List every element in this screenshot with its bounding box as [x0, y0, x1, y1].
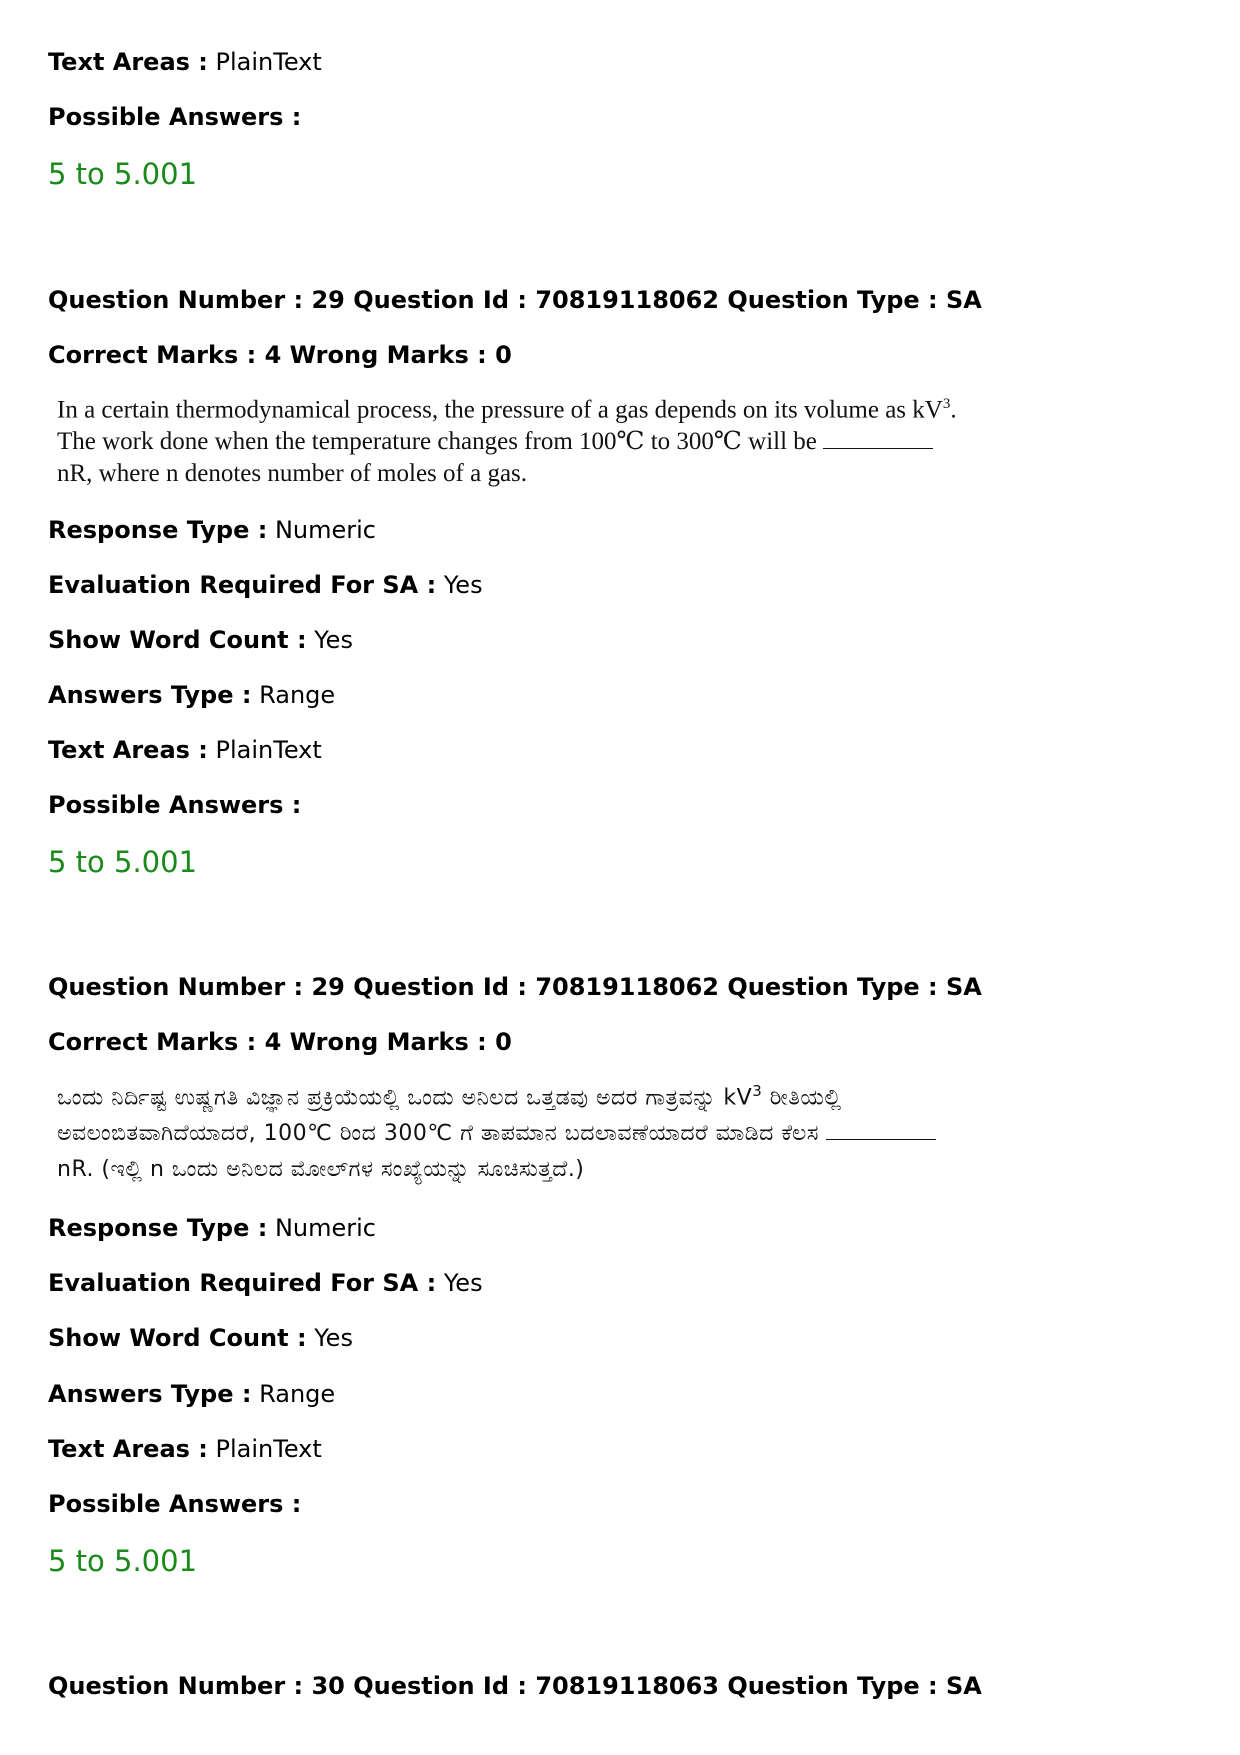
- field-label: Text Areas :: [48, 1435, 208, 1463]
- question-header-text: Question Number : 30 Question Id : 70819118063 Question Type : SA: [48, 1672, 982, 1700]
- question-marks: [48, 340, 512, 370]
- question-text: [57, 388, 957, 490]
- question-text-part: nR. (ಇಲ್ಲಿ n ಒಂದು ಅನಿಲದ ಮೋಲ್‌ಗಳ ಸಂಖ್ಯೆಯನ್ನು ಸೂಚಿಸುತ್ತದೆ.): [57, 1157, 585, 1183]
- field-value: Range: [259, 1380, 336, 1408]
- question-text-kannada: [57, 1073, 957, 1188]
- possible-answers-label: [48, 1489, 301, 1519]
- evaluation-required-row: [48, 570, 483, 600]
- field-label: Response Type :: [48, 516, 268, 544]
- field-value: Yes: [443, 571, 483, 599]
- field-value: PlainText: [215, 1435, 322, 1463]
- field-label: Evaluation Required For SA :: [48, 571, 437, 599]
- superscript: 3: [752, 1082, 763, 1100]
- possible-answers-label: [48, 102, 301, 132]
- field-label: Show Word Count :: [48, 1324, 307, 1352]
- field-label: Possible Answers :: [48, 103, 302, 131]
- marks-text: Correct Marks : 4 Wrong Marks : 0: [48, 1028, 512, 1056]
- field-label: Possible Answers :: [48, 791, 302, 819]
- field-value: PlainText: [215, 736, 322, 764]
- text-areas-row: [48, 1434, 322, 1464]
- question-text-part: ರೀತಿಯಲ್ಲಿ ಅವಲಂಬಿತವಾಗಿದೆಯಾದರೆ, 100℃ ರಿಂದ 300℃ ಗೆ ತಾಪಮಾನ ಬದಲಾವಣೆಯಾದರೆ ಮಾಡಿದ ಕೆಲಸ: [57, 1085, 842, 1147]
- marks-text: Correct Marks : 4 Wrong Marks : 0: [48, 341, 512, 369]
- field-value: Numeric: [274, 516, 376, 544]
- answers-type-row: [48, 680, 335, 710]
- answer-blank: [823, 428, 933, 449]
- question-header: [48, 285, 982, 315]
- field-label: Answers Type :: [48, 1380, 252, 1408]
- answer-range: 5 to 5.001: [48, 1544, 198, 1578]
- answers-type-row: [48, 1379, 335, 1409]
- field-value: PlainText: [215, 48, 322, 76]
- field-label: Text Areas :: [48, 736, 208, 764]
- show-word-count-row: [48, 1323, 353, 1353]
- question-text-part: ಒಂದು ನಿರ್ದಿಷ್ಟ ಉಷ್ಣಗತಿ ವಿಜ್ಞಾನ ಪ್ರಕ್ರಿಯೆಯಲ್ಲಿ ಒಂದು ಅನಿಲದ ಒತ್ತಡವು ಅದರ ಗಾತ್ರವನ್ನು kV: [57, 1085, 753, 1111]
- field-label: Possible Answers :: [48, 1490, 302, 1518]
- question-text-part: . The work done when the temperature changes from 100℃ to 300℃ will be: [57, 396, 957, 456]
- field-label: Show Word Count :: [48, 626, 307, 654]
- possible-answers-label: [48, 790, 301, 820]
- answer-blank: [826, 1119, 936, 1140]
- response-type-row: [48, 515, 376, 545]
- answer-range: 5 to 5.001: [48, 845, 198, 879]
- field-value: Yes: [443, 1269, 483, 1297]
- question-header: [48, 1671, 982, 1701]
- field-label: Response Type :: [48, 1214, 268, 1242]
- question-header-text: Question Number : 29 Question Id : 70819118062 Question Type : SA: [48, 973, 982, 1001]
- question-marks: [48, 1027, 512, 1057]
- response-type-row: [48, 1213, 376, 1243]
- field-value: Range: [259, 681, 336, 709]
- field-label: Evaluation Required For SA :: [48, 1269, 437, 1297]
- question-text-part: nR, where n denotes number of moles of a gas.: [57, 460, 528, 488]
- superscript: 3: [942, 396, 951, 412]
- text-areas-row: [48, 47, 322, 77]
- text-areas-row: [48, 735, 322, 765]
- question-text-part: In a certain thermodynamical process, the pressure of a gas depends on its volume as kV: [57, 396, 943, 424]
- field-value: Yes: [314, 626, 353, 654]
- question-header-text: Question Number : 29 Question Id : 70819118062 Question Type : SA: [48, 286, 982, 314]
- field-value: Yes: [314, 1324, 353, 1352]
- show-word-count-row: [48, 625, 353, 655]
- answer-range: 5 to 5.001: [48, 157, 198, 191]
- field-label: Answers Type :: [48, 681, 252, 709]
- field-value: Numeric: [274, 1214, 376, 1242]
- question-header: [48, 972, 982, 1002]
- field-label: Text Areas :: [48, 48, 208, 76]
- evaluation-required-row: [48, 1268, 483, 1298]
